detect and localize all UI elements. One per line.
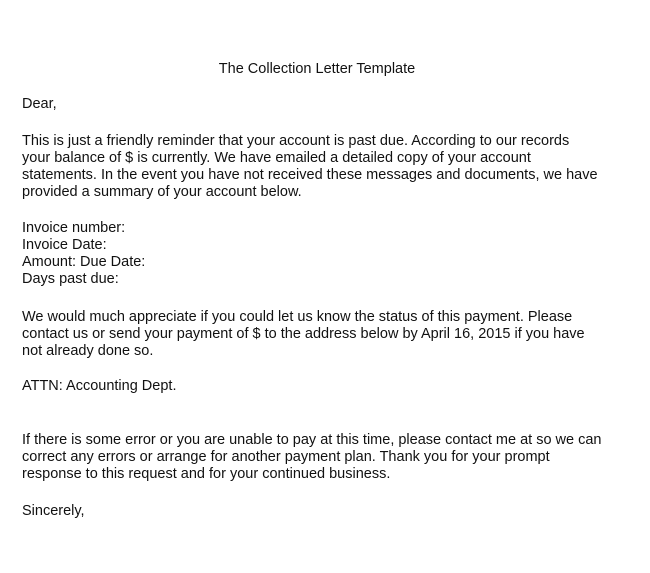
paragraph-error-contact: [22, 432, 632, 483]
paragraph-line: your balance of $ is currently. We have emailed a detailed copy of your account: [22, 150, 531, 166]
paragraph-reminder: [22, 133, 632, 201]
paragraph-line: statements. In the event you have not received these messages and documents, we have: [22, 167, 598, 183]
invoice-summary: [22, 220, 632, 288]
document-title: The Collection Letter Template: [218, 61, 416, 77]
paragraph-line: provided a summary of your account below.: [22, 184, 302, 200]
paragraph-line: This is just a friendly reminder that your account is past due. According to our records: [22, 133, 570, 149]
paragraph-payment-request: [22, 309, 632, 360]
paragraph-line: correct any errors or arrange for another payment plan. Thank you for your prompt: [22, 449, 550, 465]
paragraph-line: contact us or send your payment of $ to the address below by April 16, 2015 if you have: [22, 326, 585, 342]
amount-due-date-label: Amount: Due Date:: [22, 254, 146, 270]
paragraph-line: not already done so.: [22, 343, 154, 359]
paragraph-line: We would much appreciate if you could let us know the status of this payment. Please: [22, 309, 573, 325]
days-past-due-label: Days past due:: [22, 271, 119, 287]
invoice-date-label: Invoice Date:: [22, 237, 107, 253]
closing: Sincerely,: [22, 503, 85, 519]
salutation: Dear,: [22, 96, 57, 112]
paragraph-line: If there is some error or you are unable to pay at this time, please contact me at so we can: [22, 432, 602, 448]
invoice-number-label: Invoice number:: [22, 220, 126, 236]
attention-line: ATTN: Accounting Dept.: [22, 378, 177, 394]
paragraph-line: response to this request and for your continued business.: [22, 466, 391, 482]
